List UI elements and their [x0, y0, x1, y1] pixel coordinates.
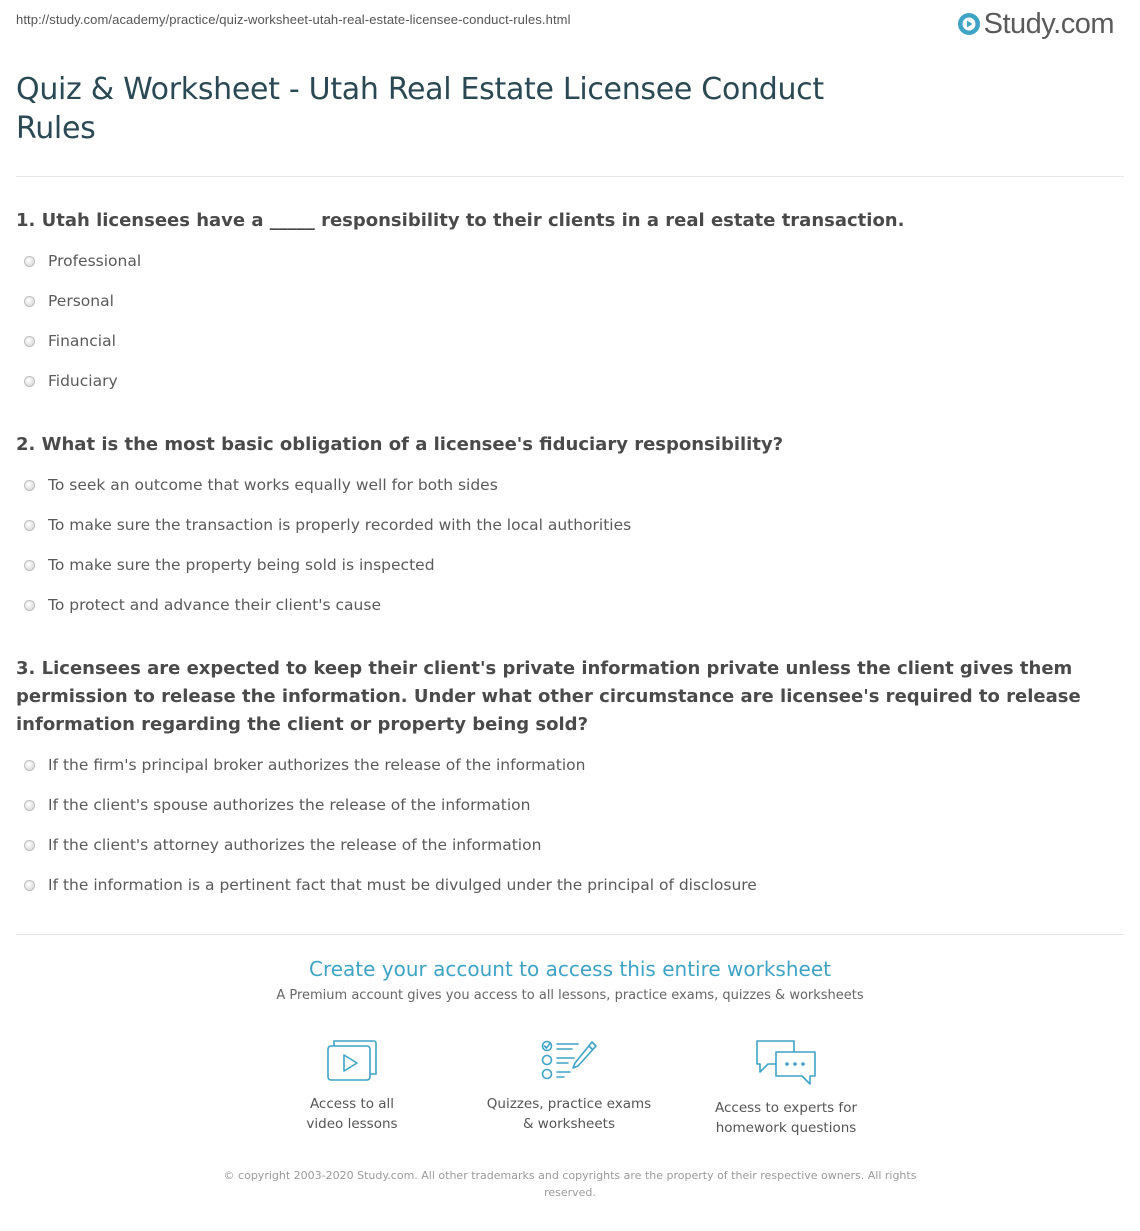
answer-option[interactable]: [24, 292, 114, 310]
copyright-notice: © copyright 2003-2020 Study.com. All other trademarks and copyrights are the property of their respective owners. All rights reserved.: [223, 1169, 917, 1199]
question-2: 2. What is the most basic obligation of a licensee's fiduciary responsibility?: [16, 434, 784, 455]
answer-option[interactable]: [24, 836, 541, 854]
radio-icon[interactable]: [24, 336, 35, 347]
feature-label: Quizzes, practice exams & worksheets: [486, 1096, 652, 1132]
feature-label: Access to all video lessons: [306, 1096, 398, 1132]
answer-label: Professional: [48, 252, 142, 270]
answer-option[interactable]: [24, 796, 530, 814]
answer-option[interactable]: [24, 476, 498, 494]
answer-label: To make sure the property being sold is inspected: [48, 556, 435, 574]
radio-icon[interactable]: [24, 520, 35, 531]
answer-option[interactable]: [24, 556, 435, 574]
answer-option[interactable]: [24, 876, 757, 894]
chat-bubbles-icon: [754, 1038, 818, 1086]
answer-option[interactable]: [24, 516, 631, 534]
video-lesson-icon: [326, 1038, 378, 1082]
radio-icon[interactable]: [24, 800, 35, 811]
radio-icon[interactable]: [24, 296, 35, 307]
radio-icon[interactable]: [24, 376, 35, 387]
answer-label: If the client's spouse authorizes the release of the information: [48, 796, 531, 814]
answer-option[interactable]: [24, 596, 381, 614]
create-account-link[interactable]: Create your account to access this entire worksheet: [309, 957, 831, 981]
page-url: http://study.com/academy/practice/quiz-worksheet-utah-real-estate-licensee-conduct-rules.html: [16, 12, 571, 27]
answer-label: If the client's attorney authorizes the release of the information: [48, 836, 542, 854]
answer-label: Personal: [48, 292, 114, 310]
question-3: 3. Licensees are expected to keep their client's private information private unless the client gives them permission to release the information. Under what other circumstance are licensee's required to release information regarding the client or property being sold?: [16, 658, 1081, 735]
radio-icon[interactable]: [24, 600, 35, 611]
answer-label: To protect and advance their client's cause: [48, 596, 381, 614]
answer-option[interactable]: [24, 332, 116, 350]
feature-video-lessons: [252, 1038, 452, 1134]
divider: [16, 934, 1124, 935]
quiz-checklist-icon: [540, 1038, 598, 1082]
answer-label: If the firm's principal broker authorizes the release of the information: [48, 756, 586, 774]
study-logo[interactable]: [957, 8, 1114, 40]
page-title: Quiz & Worksheet - Utah Real Estate Licensee Conduct Rules: [16, 72, 824, 146]
question-1: 1. Utah licensees have a _____ responsibility to their clients in a real estate transaction.: [16, 210, 905, 231]
radio-icon[interactable]: [24, 560, 35, 571]
answer-label: To make sure the transaction is properly recorded with the local authorities: [48, 516, 632, 534]
radio-icon[interactable]: [24, 256, 35, 267]
answer-label: Fiduciary: [48, 372, 118, 390]
feature-label: Access to experts for homework questions: [714, 1100, 857, 1136]
answer-option[interactable]: [24, 372, 118, 390]
logo-text: Study.com: [983, 8, 1114, 40]
answer-label: Financial: [48, 332, 116, 350]
radio-icon[interactable]: [24, 760, 35, 771]
radio-icon[interactable]: [24, 840, 35, 851]
answer-label: If the information is a pertinent fact that must be divulged under the principal of disclosure: [48, 876, 757, 894]
play-logo-icon: [957, 12, 981, 36]
feature-experts: [686, 1038, 886, 1138]
answer-option[interactable]: [24, 252, 141, 270]
answer-option[interactable]: [24, 756, 585, 774]
feature-quizzes: [469, 1038, 669, 1134]
radio-icon[interactable]: [24, 880, 35, 891]
answer-label: To seek an outcome that works equally well for both sides: [48, 476, 498, 494]
radio-icon[interactable]: [24, 480, 35, 491]
divider: [16, 176, 1124, 177]
premium-description: A Premium account gives you access to all lessons, practice exams, quizzes & worksheets: [276, 988, 864, 1003]
